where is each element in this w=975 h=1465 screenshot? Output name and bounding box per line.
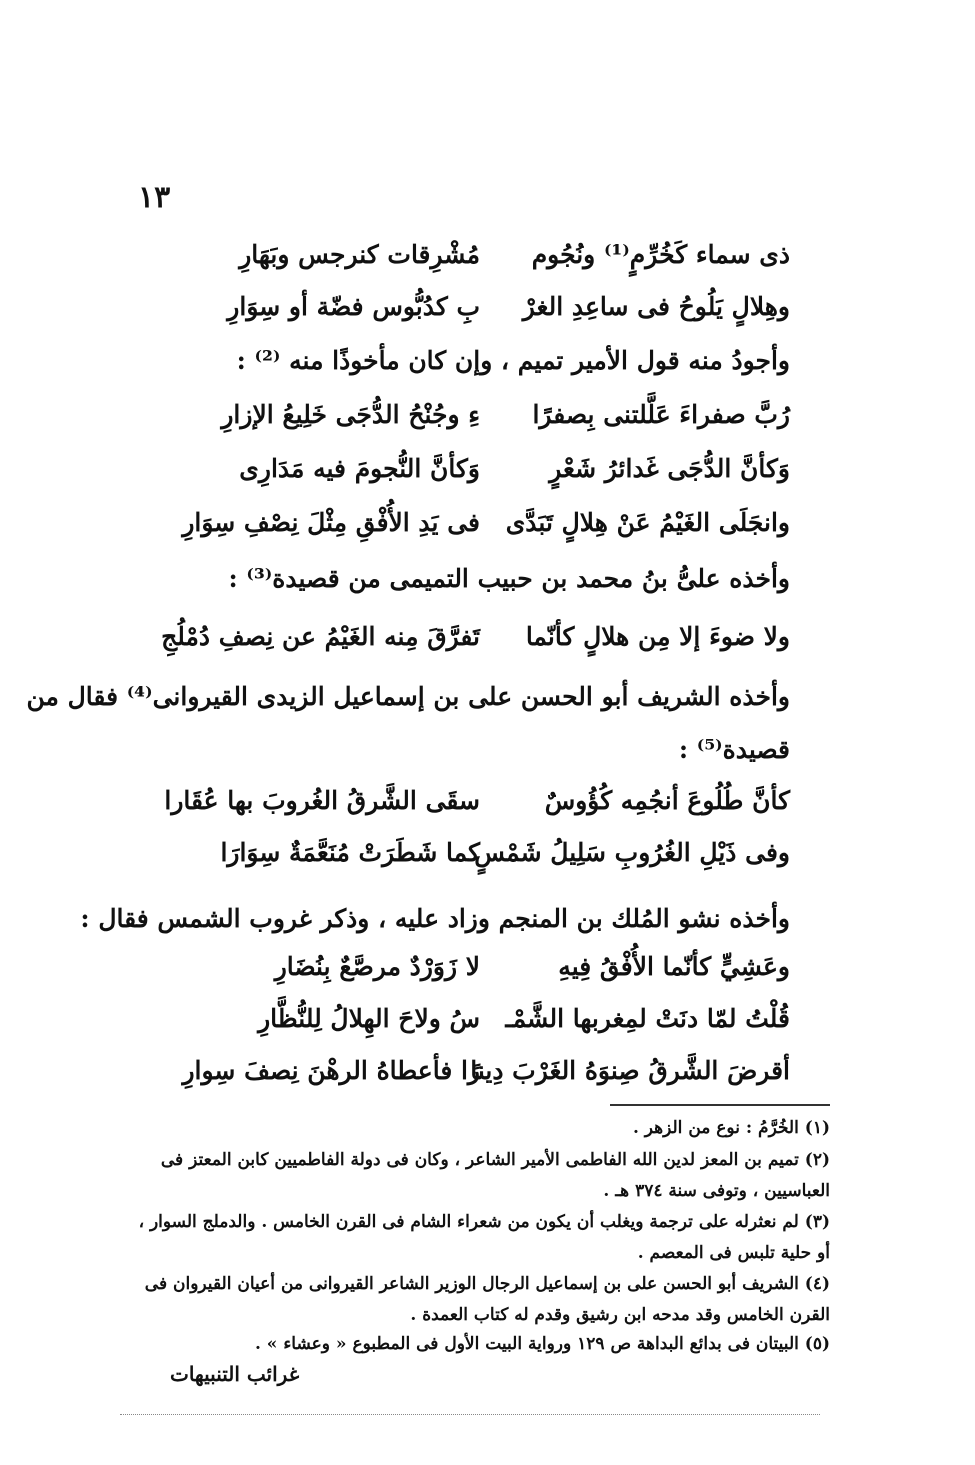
verse-first-half: وانجَلَى الغَيْمُ عَنْ هِلالٍ تَبَدَّى [505, 508, 790, 537]
verse-line [180, 1004, 790, 1050]
footnote: (١) الخُرَّمُ : نوع من الزهر . [632, 1118, 830, 1138]
verse-line [180, 454, 790, 500]
verse-first-half: وَكأنَّ الدُّجَى غَدائرُ شَعْرٍ [549, 454, 790, 483]
verse-second-half: سقَى الشَّرقُ الغُروبَ بها عُقَارا [164, 786, 480, 815]
verse-first-half: ولا ضوءَ إلا مِن هلالٍ كأنّما [525, 622, 790, 651]
verse-first-half: ذى سماء كَخُرِّمٍ⁽¹⁾ ونُجُوم [531, 240, 790, 269]
verse-second-half: كما شَطَرَتْ مُنَعَّمَةٌ سِوَارَا [220, 838, 480, 867]
intro-sharif-line2: قصيدة⁽⁵⁾ : [678, 735, 790, 764]
verse-line [180, 240, 790, 286]
page-number: ١٣ [138, 180, 171, 215]
intro-nashw: وأخذه نشو المُلك بن المنجم وزاد عليه ، وذكر غروب الشمس فقال : [80, 904, 790, 933]
verse-line [180, 400, 790, 446]
verse-first-half: كأنَّ طُلُوعَ أنجُمِه كُؤُوسٌ [544, 786, 790, 815]
verse-first-half: وفى ذَيْلِ الغُرُوبِ سَلِيلُ شَمْسٍ [474, 838, 790, 867]
footnote: العباسيين ، وتوفى سنة ٣٧٤ هـ . [603, 1181, 830, 1201]
verse-line [180, 1056, 790, 1102]
verse-second-half: وَكأنَّ النُّجومَ فيه مَدَارِى [239, 454, 480, 483]
verse-second-half: سُ ولاحَ الهِلالُ لِلنُّظَّارِ [258, 1004, 480, 1033]
verse-line [180, 508, 790, 554]
verse-second-half: رًا فأعطاهُ الرهْنَ نِصفَ سِوارِ [182, 1056, 480, 1085]
verse-first-half: أقرضَ الشَّرقُ صِنوَهُ الغَرْبَ دِينا [470, 1056, 790, 1085]
verse-line [180, 838, 790, 884]
verse-line [180, 292, 790, 338]
footnote: (٣) لم نعثرله على ترجمة ويغلب أن يكون من شعراء الشام فى القرن الخامس . والدملج السوار ، [138, 1212, 830, 1232]
intro-sharif-line1: وأخذه الشريف أبو الحسن على بن إسماعيل الزيدى القيروانى⁽⁴⁾ فقال من [26, 682, 790, 711]
intro-ali: وأخذه علىُّ بنُ محمد بن حبيب التميمى من قصيدة⁽³⁾ : [228, 564, 790, 593]
bottom-edge-line [120, 1414, 820, 1415]
verse-second-half: بِ كدُبُّوس فضّة أو سِوَارِ [227, 292, 480, 321]
verse-first-half: وعَشِيٍّ كأنّما الأُفْقُ فِيهِ [558, 952, 790, 981]
verse-second-half: تَفرَّقَ مِنه الغَيْمُ عن نِصفِ دُمْلُجِ [161, 622, 480, 651]
verse-line [164, 786, 790, 832]
footnote: (٤) الشريف أبو الحسن على بن إسماعيل الرجال الوزير الشاعر القيروانى من أعيان القيروان فى [144, 1274, 830, 1294]
verse-second-half: فى يَدِ الأُفْقِ مِثْلَ نِصْفِ سِوَارِ [182, 508, 480, 537]
verse-line [161, 622, 790, 668]
verse-first-half: رُبَّ صفراءَ عَلَّلتنى بِصفرًا [532, 400, 790, 429]
verse-second-half: مُشْرِقات كنرجس وبَهَارِ [239, 240, 480, 269]
verse-second-half: ءِ وجُنْحُ الدُّجَى خَلِيعُ الإزارِ [221, 400, 480, 429]
footnote: أو حلية تلبس فى المعصم . [637, 1243, 830, 1263]
verse-first-half: وهِلالٍ يَلُوحُ فى ساعِدِ الغرْ [522, 292, 790, 321]
verse-line [180, 952, 790, 998]
intro-tamim: وأجودُ منه قول الأمير تميم ، وإن كان مأخوذًا منه ⁽²⁾ : [236, 346, 790, 375]
footnote: (٥) البيتان فى بدائع البداهة ص ١٢٩ ورواية البيت الأول فى المطبوع « وعشاء » . [254, 1334, 830, 1354]
footnote: القرن الخامس وقد مدحه ابن رشيق وقدم له كتاب العمدة . [410, 1305, 830, 1325]
footnote: (٢) تميم بن المعز لدين الله الفاطمى الأمير الشاعر ، وكان فى دولة الفاطميين كابن المعتز فى [160, 1150, 830, 1170]
verse-first-half: قُلْتُ لمّا دنَتْ لمِغربها الشَّمْـ [505, 1004, 790, 1033]
footnote-separator [610, 1104, 830, 1106]
book-signature: غرائب التنبيهات [170, 1362, 300, 1386]
verse-second-half: لا زَوَرْدٌ مرصَّعٌ بِنُضَارِ [274, 952, 480, 981]
